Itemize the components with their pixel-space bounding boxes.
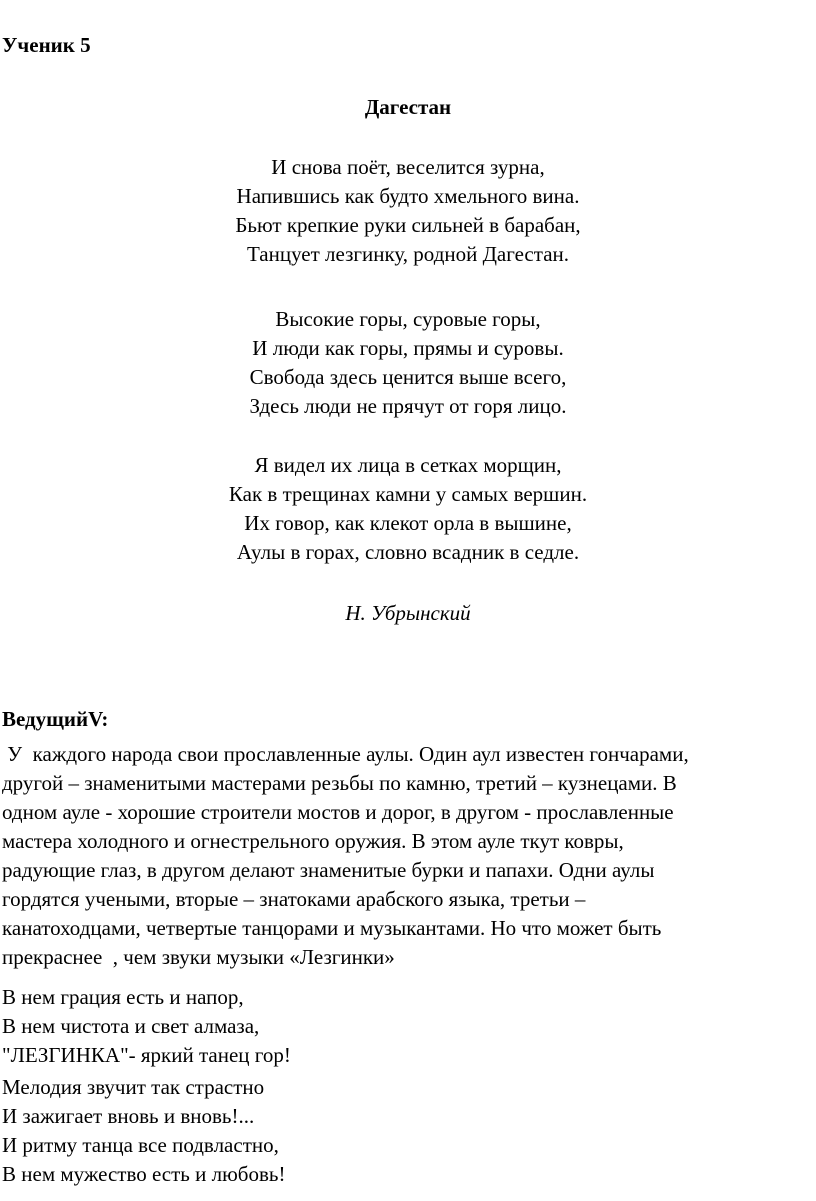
poem-line: Напившись как будто хмельного вина. <box>236 184 580 208</box>
paragraph-line: гордятся учеными, вторые – знатоками арабского языка, третьи – <box>2 887 586 911</box>
verse-line: В нем чистота и свет алмаза, <box>2 1014 260 1038</box>
poem-stanza-3 <box>0 451 816 567</box>
poem-line: Я видел их лица в сетках морщин, <box>254 453 562 477</box>
verse-line: Мелодия звучит так страстно <box>2 1075 265 1099</box>
verse-line: "ЛЕЗГИНКА"- яркий танец гор! <box>2 1043 291 1067</box>
poem-line: Аулы в горах, словно всадник в седле. <box>236 540 580 564</box>
paragraph-line: канатоходцами, четвертые танцорами и музыкантами. Но что может быть <box>2 916 662 940</box>
poem-title: Дагестан <box>364 95 452 119</box>
verse-line: В нем мужество есть и любовь! <box>2 1162 286 1186</box>
paragraph-line: мастера холодного и огнестрельного оружия. В этом ауле ткут ковры, <box>2 829 624 853</box>
poem-line: Их говор, как клекот орла в вышине, <box>244 511 572 535</box>
poem-line: Высокие горы, суровые горы, <box>275 307 541 331</box>
paragraph-line: одном ауле - хорошие строители мостов и дорог, в другом - прославленные <box>2 800 674 824</box>
verse-block-2 <box>2 1073 285 1189</box>
poem-line: Как в трещинах камни у самых вершин. <box>228 482 588 506</box>
paragraph-line: прекраснее , чем звуки музыки «Лезгинки» <box>2 945 395 969</box>
verse-line: И ритму танца все подвластно, <box>2 1133 279 1157</box>
host-paragraph <box>2 740 814 972</box>
poem-stanza-2 <box>0 305 816 421</box>
student-heading: Ученик 5 <box>2 33 91 57</box>
poem-line: И снова поёт, веселится зурна, <box>271 155 545 179</box>
poem-line: Бьют крепкие руки сильней в барабан, <box>235 213 581 237</box>
poem-line: Танцует лезгинку, родной Дагестан. <box>246 242 569 266</box>
paragraph-line: радующие глаз, в другом делают знаменитые бурки и папахи. Одни аулы <box>2 858 655 882</box>
poem-line: И люди как горы, прямы и суровы. <box>252 336 564 360</box>
poem-line: Свобода здесь ценится выше всего, <box>249 365 567 389</box>
verse-line: И зажигает вновь и вновь!... <box>2 1104 255 1128</box>
paragraph-line: другой – знаменитыми мастерами резьбы по камню, третий – кузнецами. В <box>2 771 677 795</box>
paragraph-line: У каждого народа свои прославленные аулы. Один аул известен гончарами, <box>2 742 689 766</box>
verse-block-1 <box>2 983 291 1070</box>
poem-author: Н. Убрынский <box>345 601 471 625</box>
verse-line: В нем грация есть и напор, <box>2 985 244 1009</box>
poem-line: Здесь люди не прячут от горя лицо. <box>249 394 567 418</box>
poem-stanza-1 <box>0 153 816 269</box>
host-heading: ВедущийV: <box>2 707 109 731</box>
